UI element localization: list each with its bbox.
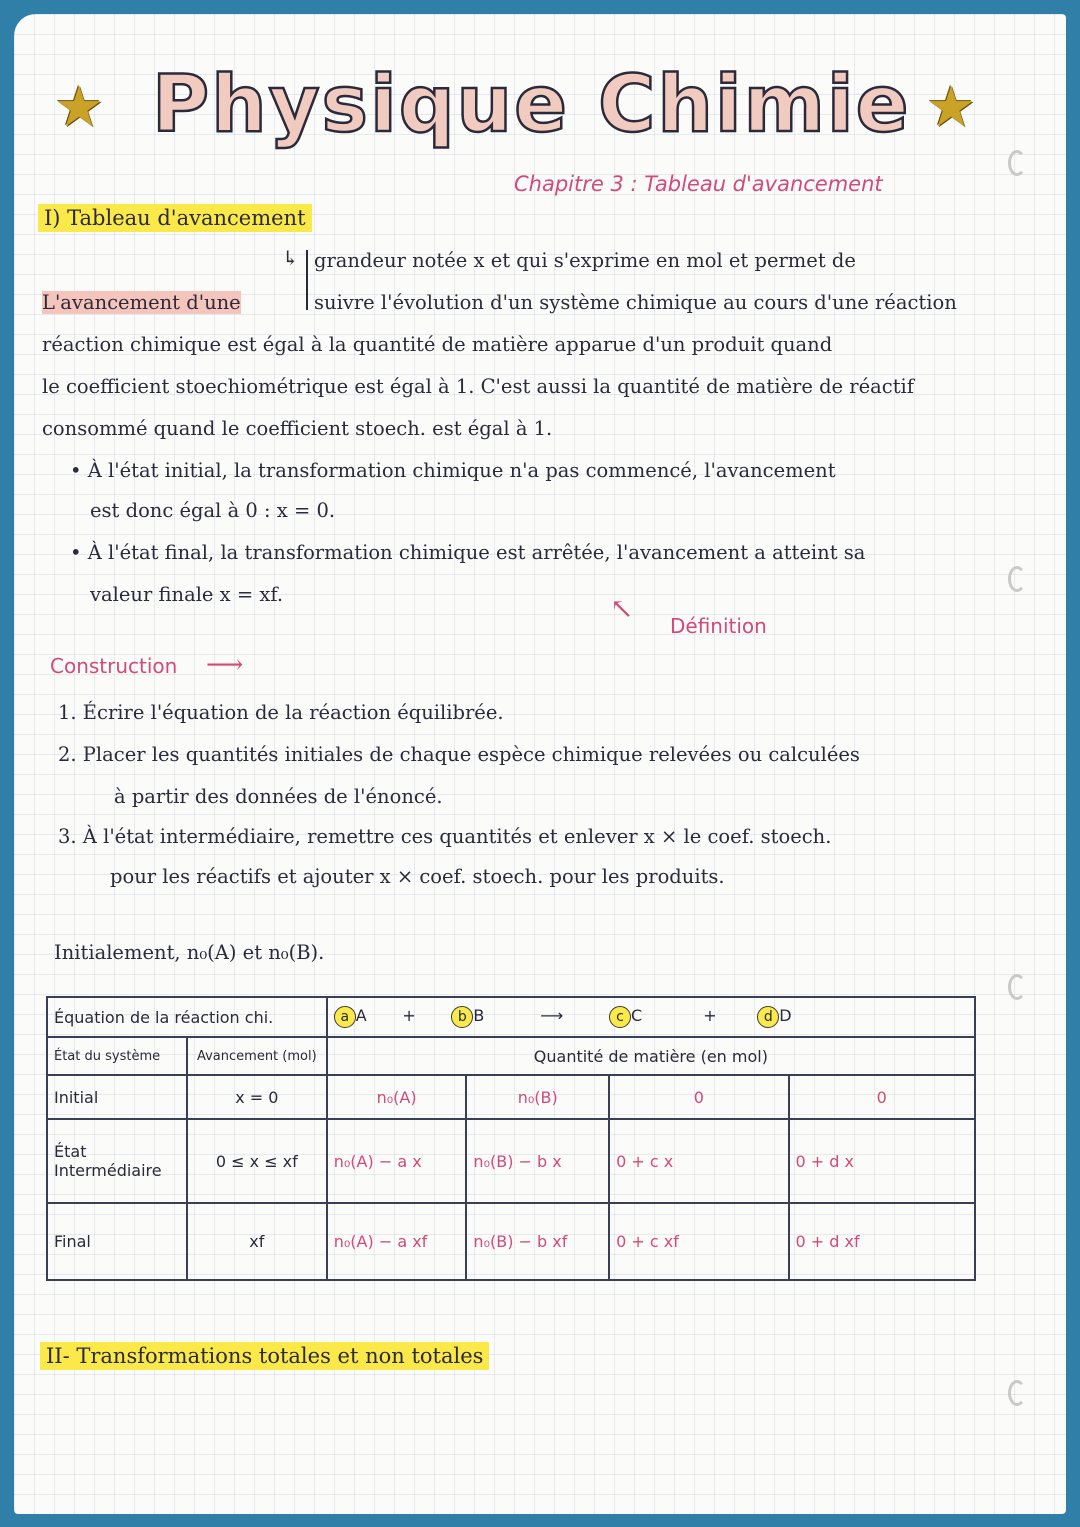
- col-state-header: État du système: [47, 1037, 187, 1075]
- curved-arrow-icon: ↖: [610, 592, 634, 625]
- chapter-subtitle: Chapitre 3 : Tableau d'avancement: [514, 172, 883, 196]
- construction-step-2-line-1: 2. Placer les quantités initiales de chaque espèce chimique relevées ou calculées: [58, 743, 860, 766]
- star-icon: ★: [926, 75, 977, 140]
- table-row: [47, 1119, 975, 1203]
- quantity-cell-d: 0 + d xf: [789, 1203, 975, 1280]
- initial-quantities: Initialement, n₀(A) et n₀(B).: [54, 941, 325, 964]
- page-title: Physique Chimie: [152, 60, 911, 150]
- construction-step-1: 1. Écrire l'équation de la réaction équilibrée.: [58, 701, 504, 724]
- quantity-cell-d: 0: [789, 1075, 975, 1119]
- quantity-cell-a: n₀(A) − a xf: [327, 1203, 467, 1280]
- quantity-cell-b: n₀(B): [466, 1075, 609, 1119]
- quantity-cell-b: n₀(B) − b xf: [466, 1203, 609, 1280]
- definition-line-3: réaction chimique est égal à la quantité de matière apparue d'un produit quand: [42, 333, 833, 356]
- col-quantity-header: Quantité de matière (en mol): [327, 1037, 975, 1075]
- quantity-cell-b: n₀(B) − b x: [466, 1119, 609, 1203]
- quantity-cell-c: 0: [609, 1075, 788, 1119]
- construction-step-3-line-1: 3. À l'état intermédiaire, remettre ces quantités et enlever x × le coef. stoech.: [58, 825, 832, 848]
- col-advancement-header: Avancement (mol): [187, 1037, 327, 1075]
- definition-annotation: Définition: [670, 614, 767, 638]
- quantity-cell-c: 0 + c x: [609, 1119, 788, 1203]
- bullet-final-line-1: • À l'état final, la transformation chimique est arrêtée, l'avancement a atteint sa: [70, 541, 866, 564]
- advancement-cell: x = 0: [187, 1075, 327, 1119]
- definition-line-5: consommé quand le coefficient stoech. est égal à 1.: [42, 417, 553, 440]
- bullet-initial-line-2: est donc égal à 0 : x = 0.: [90, 499, 336, 522]
- definition-line-4: le coefficient stoechiométrique est égal à 1. C'est aussi la quantité de matière de réactif: [42, 375, 914, 398]
- equation-cell: a A + b B ⟶ c C + d D: [327, 997, 975, 1037]
- state-cell: État Intermédiaire: [47, 1119, 187, 1203]
- construction-heading: Construction: [50, 654, 178, 678]
- section-heading-2: II- Transformations totales et non totales: [40, 1342, 489, 1370]
- state-cell: Initial: [47, 1075, 187, 1119]
- construction-step-3-line-2: pour les réactifs et ajouter x × coef. stoech. pour les produits.: [110, 865, 725, 888]
- bullet-initial-line-1: • À l'état initial, la transformation chimique n'a pas commencé, l'avancement: [70, 459, 836, 482]
- bullet-final-line-2: valeur finale x = xf.: [90, 583, 284, 606]
- definition-line-1: grandeur notée x et qui s'exprime en mol et permet de: [314, 249, 856, 272]
- table-row-equation: [47, 997, 975, 1037]
- arrow-icon: ↳: [282, 246, 299, 270]
- table-row: [47, 1203, 975, 1280]
- bracket-line: [306, 250, 308, 310]
- table-row: [47, 1075, 975, 1119]
- quantity-cell-a: n₀(A): [327, 1075, 467, 1119]
- definition-line-2: suivre l'évolution d'un système chimique au cours d'une réaction: [314, 291, 957, 314]
- construction-step-2-line-2: à partir des données de l'énoncé.: [114, 785, 443, 808]
- arrow-right-icon: ⟶: [206, 650, 244, 680]
- table-row-header: [47, 1037, 975, 1075]
- quantity-cell-a: n₀(A) − a x: [327, 1119, 467, 1203]
- advancement-cell: xf: [187, 1203, 327, 1280]
- star-icon: ★: [54, 75, 105, 140]
- binder-hole: [1008, 150, 1026, 176]
- advancement-table: [46, 996, 976, 1281]
- equation-label: Équation de la réaction chi.: [47, 997, 327, 1037]
- quantity-cell-d: 0 + d x: [789, 1119, 975, 1203]
- binder-hole: [1008, 974, 1026, 1000]
- binder-hole: [1008, 566, 1026, 592]
- notebook-page: [14, 14, 1066, 1514]
- section-heading-1: I) Tableau d'avancement: [38, 204, 312, 232]
- state-cell: Final: [47, 1203, 187, 1280]
- advancement-cell: 0 ≤ x ≤ xf: [187, 1119, 327, 1203]
- definition-term: L'avancement d'une: [42, 291, 241, 314]
- binder-hole: [1008, 1380, 1026, 1406]
- quantity-cell-c: 0 + c xf: [609, 1203, 788, 1280]
